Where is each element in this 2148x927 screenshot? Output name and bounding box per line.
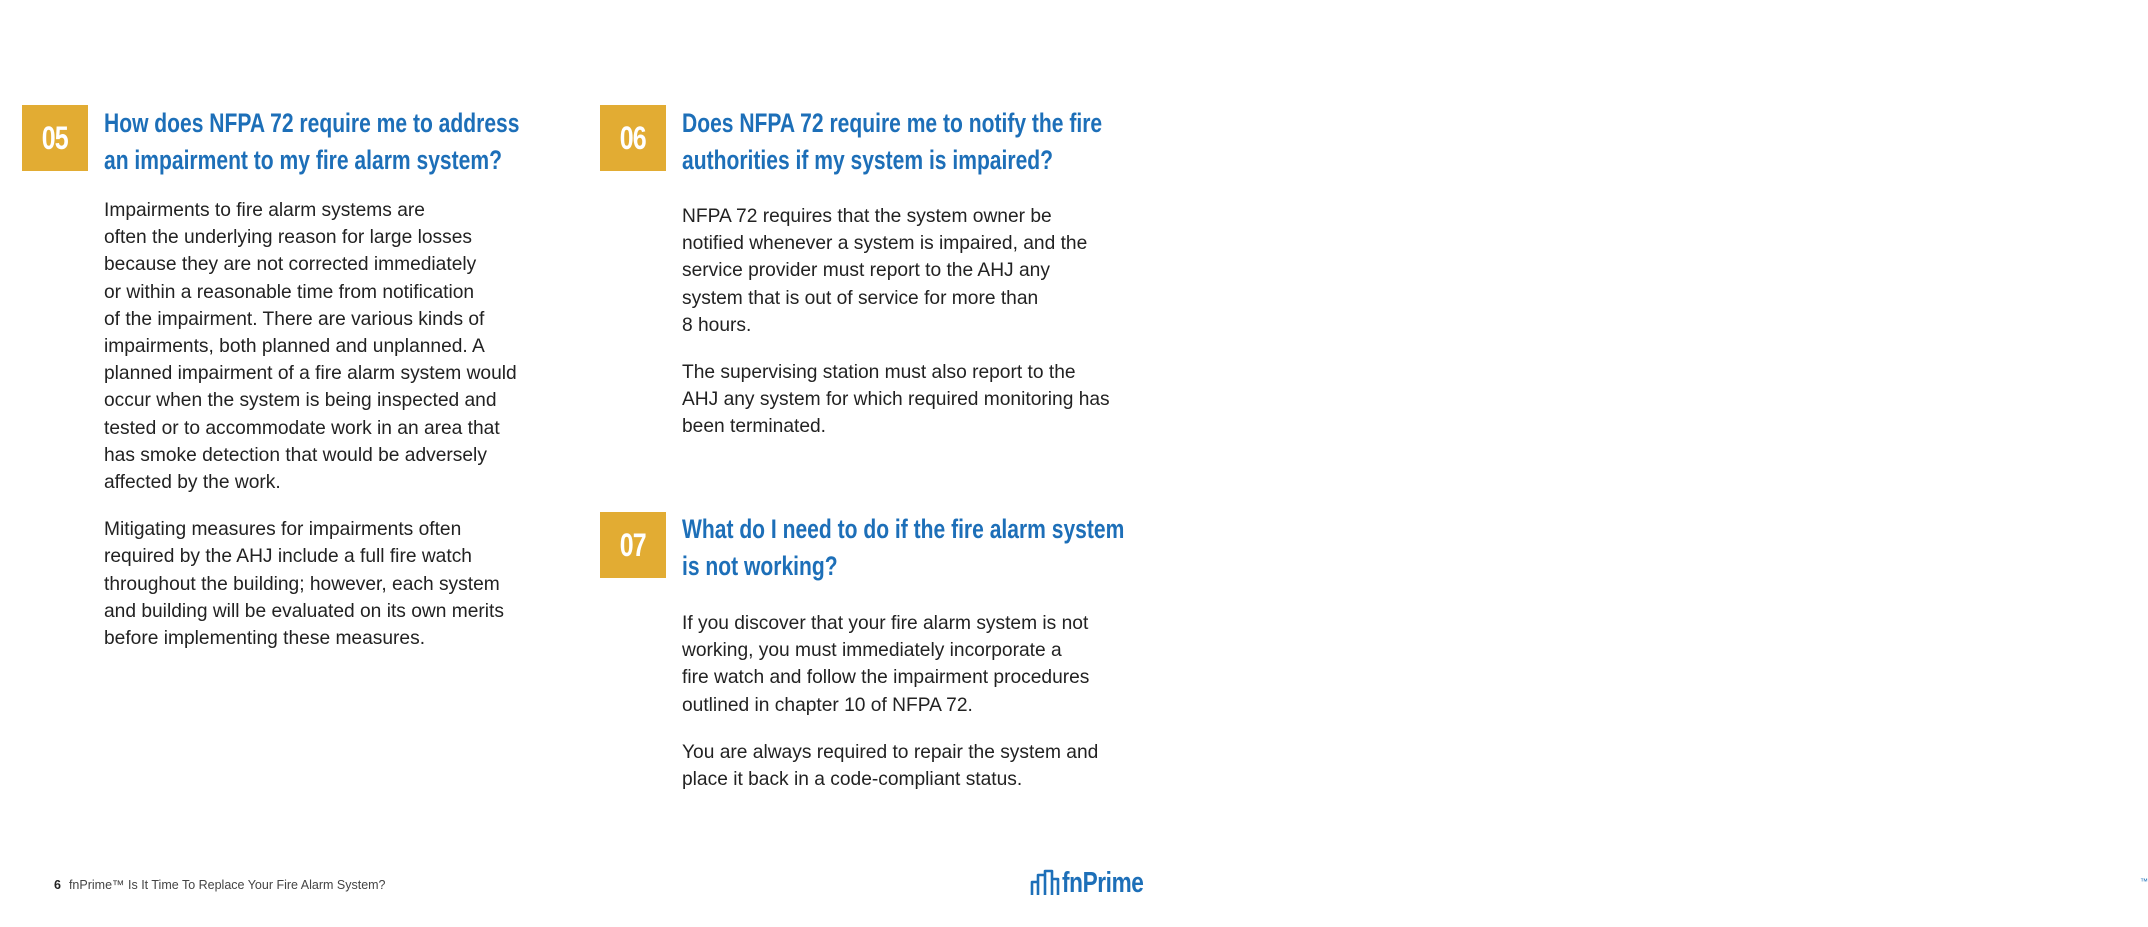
text-line: 8 hours. — [682, 314, 752, 336]
title-line: is not working? — [682, 551, 838, 581]
text-line: place it back in a code-compliant status. — [682, 769, 1023, 791]
paragraph — [104, 516, 517, 652]
text-line: occur when the system is being inspected and — [104, 390, 497, 412]
section-number-badge — [600, 105, 666, 171]
title-line: an impairment to my fire alarm system? — [104, 145, 502, 175]
text-line: because they are not corrected immediately — [104, 254, 477, 276]
text-line: service provider must report to the AHJ any — [682, 260, 1050, 282]
paragraph — [104, 197, 517, 496]
text-line: outlined in chapter 10 of NFPA 72. — [682, 694, 973, 716]
paragraph — [682, 359, 1110, 441]
text-line: impairments, both planned and unplanned. A — [104, 336, 485, 358]
text-line: and building will be evaluated on its own merits — [104, 600, 504, 622]
paragraph — [682, 610, 1098, 719]
text-line: Impairments to fire alarm systems are — [104, 200, 425, 221]
text-line: affected by the work. — [104, 472, 281, 494]
question-title — [104, 105, 519, 179]
text-line: or within a reasonable time from notification — [104, 281, 475, 303]
footer-title: fnPrime™ Is It Time To Replace Your Fire Alarm System? — [68, 878, 386, 892]
text-line: before implementing these measures. — [104, 628, 426, 650]
text-line: of the impairment. There are various kinds of — [104, 308, 485, 330]
title-line: Does NFPA 72 require me to notify the fire — [682, 108, 1103, 138]
page-footer — [54, 878, 386, 892]
question-title — [682, 511, 1124, 585]
text-line: NFPA 72 requires that the system owner be — [682, 206, 1052, 227]
paragraph — [682, 203, 1110, 339]
title-line: authorities if my system is impaired? — [682, 145, 1054, 175]
trademark-mark: ™ — [2140, 877, 2148, 886]
answer-body — [104, 197, 517, 652]
section-number-badge — [600, 512, 666, 578]
page-number: 6 — [54, 878, 61, 892]
text-line: AHJ any system for which required monitoring has — [682, 389, 1110, 411]
text-line: The supervising station must also report to the — [682, 362, 1076, 384]
fnprime-logo — [1030, 866, 2148, 899]
text-line: working, you must immediately incorporate a — [682, 640, 1062, 662]
text-line: You are always required to repair the system and — [682, 741, 1099, 763]
building-outline-icon — [1030, 870, 1060, 896]
text-line: tested or to accommodate work in an area that — [104, 417, 500, 439]
text-line: has smoke detection that would be adversely — [104, 444, 487, 466]
section-number: 06 — [619, 119, 647, 156]
text-line: been terminated. — [682, 416, 826, 438]
question-title — [682, 105, 1102, 179]
logo-text: fnPrime — [1062, 866, 1144, 899]
title-line: What do I need to do if the fire alarm system — [682, 514, 1125, 544]
text-line: system that is out of service for more than — [682, 287, 1039, 309]
title-line: How does NFPA 72 require me to address — [104, 108, 520, 138]
text-line: If you discover that your fire alarm system is not — [682, 613, 1089, 634]
text-line: planned impairment of a fire alarm system would — [104, 363, 517, 385]
text-line: often the underlying reason for large losses — [104, 227, 472, 249]
section-number-badge — [22, 105, 88, 171]
text-line: required by the AHJ include a full fire watch — [104, 546, 472, 568]
text-line: fire watch and follow the impairment procedures — [682, 667, 1090, 689]
paragraph — [682, 739, 1098, 793]
answer-body — [682, 203, 1110, 441]
text-line: throughout the building; however, each system — [104, 573, 500, 595]
answer-body — [682, 610, 1098, 793]
section-number: 07 — [619, 526, 647, 563]
section-number: 05 — [41, 119, 69, 156]
text-line: Mitigating measures for impairments often — [104, 519, 462, 541]
text-line: notified whenever a system is impaired, and the — [682, 233, 1088, 255]
